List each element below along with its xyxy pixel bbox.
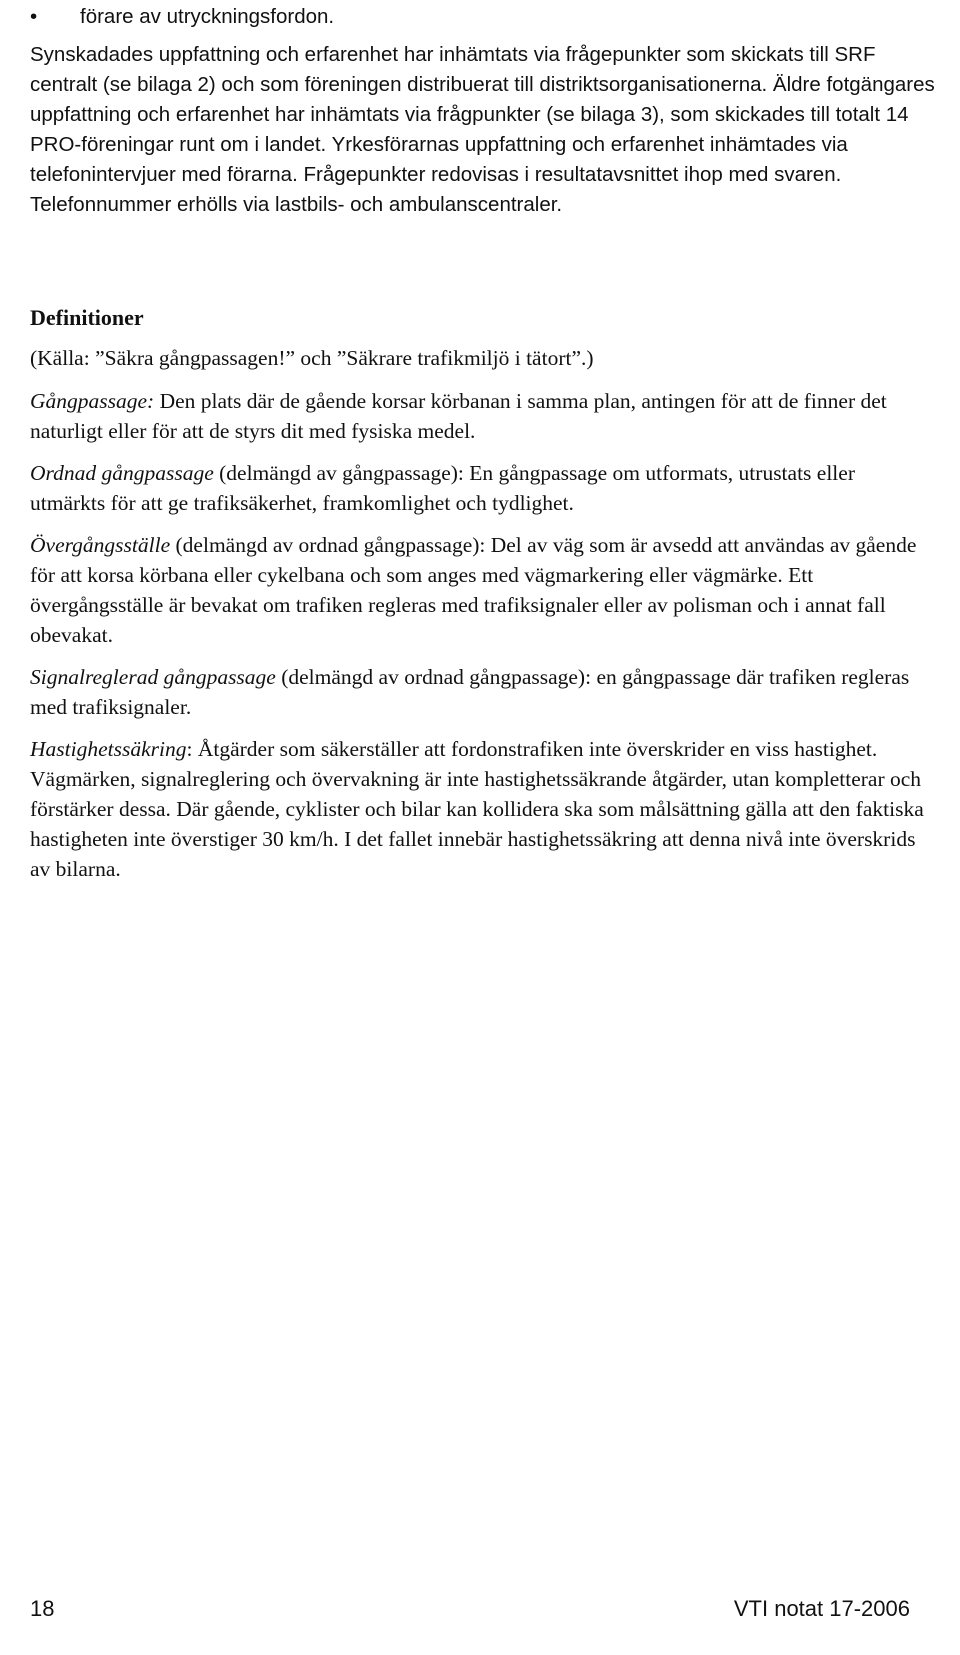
definitions-list xyxy=(30,386,935,896)
definition-gangpassage xyxy=(30,386,935,446)
definition-text: Den plats där de gående korsar körbanan i samma plan, antingen för att de finner det naturligt eller för att de styrs dit med fysiska medel. xyxy=(30,389,887,443)
bullet-text: förare av utryckningsfordon. xyxy=(80,5,335,28)
definition-text: (delmängd av ordnad gångpassage): en gångpassage där trafiken regleras med trafiksignaler. xyxy=(30,665,910,719)
definition-term: Hastighetssäkring xyxy=(30,737,187,761)
intro-paragraph: Synskadades uppfattning och erfarenhet har inhämtats via frågepunkter som skickats till SRF centralt (se bilaga 2) och som föreningen distribuerat till distriktsorganisationerna. Äldre fotgängares uppfattning och erfarenhet har inhämtats via frågpunkter (se bilaga 3), som skickades till totalt 14 PRO-föreningar runt om i landet. Yrkesförarnas uppfattning och erfarenhet inhämtades via telefonintervjuer med förarna. Frågepunkter redovisas i resultatavsnittet ihop med svaren. Telefonnummer erhölls via lastbils- och ambulanscentraler. xyxy=(30,43,935,216)
definition-term: Gångpassage: xyxy=(30,389,155,413)
section-heading: Definitioner xyxy=(30,305,144,330)
source-note: (Källa: ”Säkra gångpassagen!” och ”Säkrare trafikmiljö i tätort”.) xyxy=(30,346,594,370)
bullet-item xyxy=(30,2,930,32)
definition-overgangsstalle xyxy=(30,530,935,650)
definition-ordnad-gangpassage xyxy=(30,458,935,518)
page-footer xyxy=(30,1592,910,1626)
definition-text: (delmängd av ordnad gångpassage): Del av väg som är avsedd att användas av gående för att korsa körbana eller cykelbana och som anges med vägmarkering eller vägmärke. Ett övergångsställe är bevakat om trafiken regleras med trafiksignaler eller av polisman och i annat fall obevakat. xyxy=(30,533,917,647)
bullet-symbol: • xyxy=(30,5,38,28)
definition-text: (delmängd av gångpassage): En gångpassage om utformats, utrustats eller utmärkts för att ge trafiksäkerhet, framkomlighet och tydlighet. xyxy=(30,461,855,515)
definition-term: Övergångsställe xyxy=(30,533,171,557)
definition-term: Signalreglerad gångpassage xyxy=(30,665,276,689)
definition-text: : Åtgärder som säkerställer att fordonstrafiken inte överskrider en viss hastighet. Vägmärken, signalreglering och övervakning är inte hastighetssäkrande åtgärder, utan kompletterar och förstärker dessa. Där gående, cyklister och bilar kan kollidera ska som målsättning gälla att den faktiska hastigheten inte överstiger 30 km/h. I det fallet innebär hastighetssäkring att denna nivå inte överskrids av bilarna. xyxy=(30,737,924,881)
definition-signalreglerad-gangpassage xyxy=(30,662,935,722)
definition-term: Ordnad gångpassage xyxy=(30,461,214,485)
definition-hastighetssakring xyxy=(30,734,935,884)
page-number: 18 xyxy=(30,1596,55,1621)
publication-reference: VTI notat 17-2006 xyxy=(733,1596,910,1621)
